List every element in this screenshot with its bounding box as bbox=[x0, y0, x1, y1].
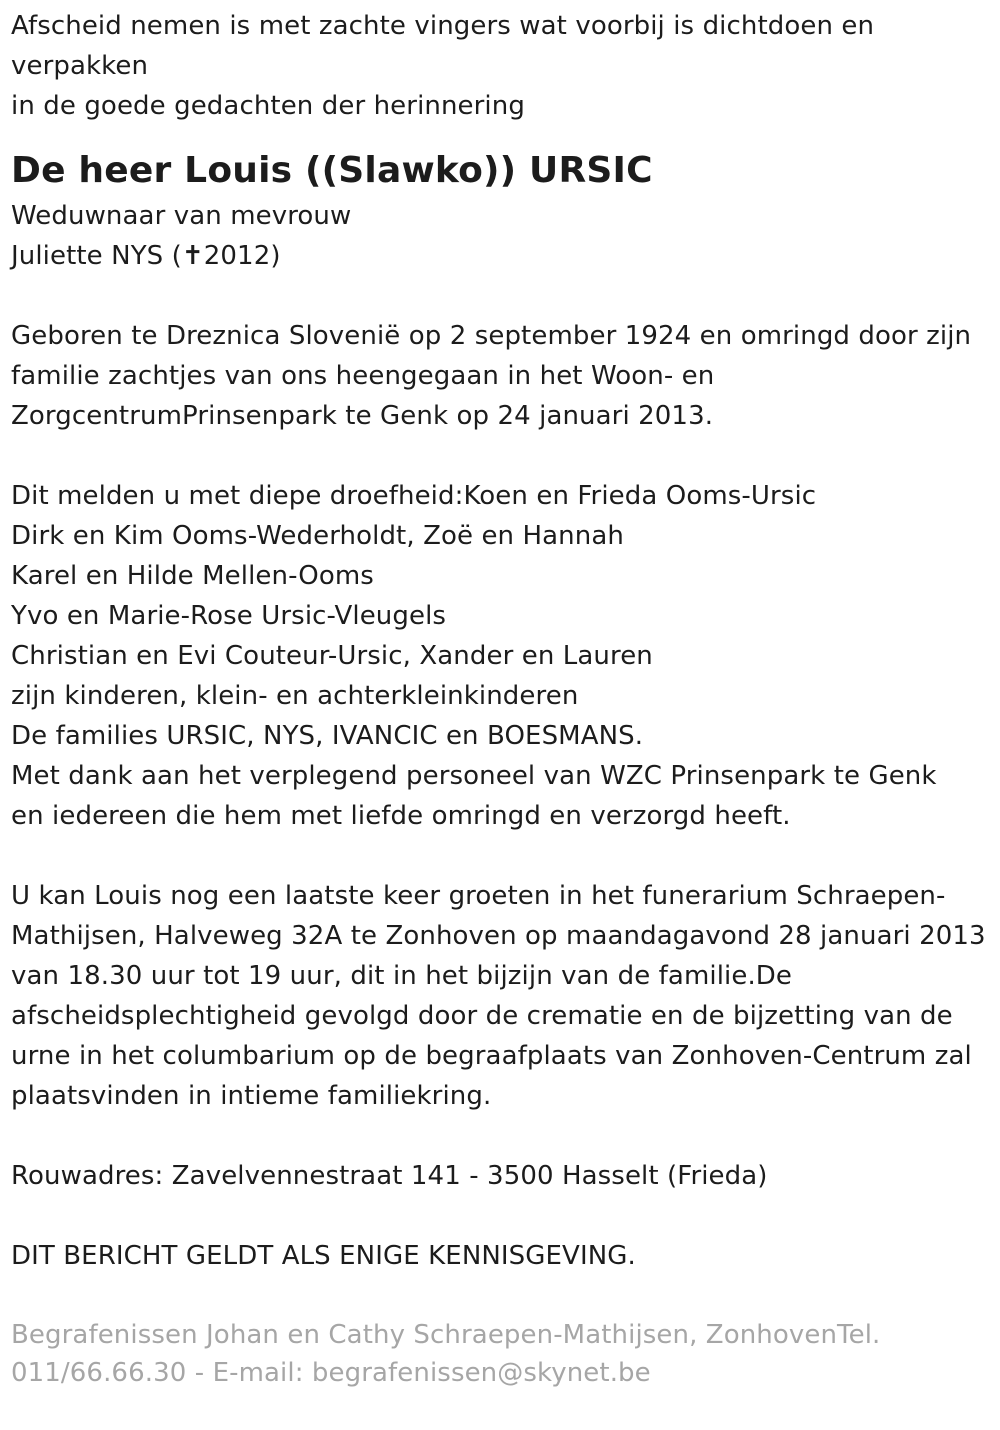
mourning-address: Rouwadres: Zavelvennestraat 141 - 3500 Hasselt (Frieda) bbox=[11, 1161, 768, 1191]
motto bbox=[11, 6, 996, 126]
spacer bbox=[11, 836, 996, 876]
family-line: Met dank aan het verplegend personeel van WZC Prinsenpark te Genk bbox=[11, 761, 937, 791]
visitation-paragraph bbox=[11, 876, 996, 1116]
spacer bbox=[11, 1116, 996, 1156]
family-line: De families URSIC, NYS, IVANCIC en BOESMANS. bbox=[11, 721, 644, 751]
footer-line: Begrafenissen Johan en Cathy Schraepen-Mathijsen, ZonhovenTel. bbox=[11, 1320, 881, 1350]
family-line: Karel en Hilde Mellen-Ooms bbox=[11, 561, 374, 591]
family-line: en iedereen die hem met liefde omringd en verzorgd heeft. bbox=[11, 801, 791, 831]
family-line: Yvo en Marie-Rose Ursic-Vleugels bbox=[11, 601, 447, 631]
family-line: zijn kinderen, klein- en achterkleinkinderen bbox=[11, 681, 579, 711]
footer-line: 011/66.66.30 - E-mail: begrafenissen@skynet.be bbox=[11, 1358, 651, 1388]
family-line: Christian en Evi Couteur-Ursic, Xander en Lauren bbox=[11, 641, 653, 671]
motto-line: verpakken bbox=[11, 51, 149, 81]
visitation-line: afscheidsplechtigheid gevolgd door de crematie en de bijzetting van de bbox=[11, 1001, 953, 1031]
paragraph-line: ZorgcentrumPrinsenpark te Genk op 24 januari 2013. bbox=[11, 401, 714, 431]
spacer bbox=[11, 436, 996, 476]
motto-line: Afscheid nemen is met zachte vingers wat voorbij is dichtdoen en bbox=[11, 11, 875, 41]
spouse-line: Juliette NYS (✝2012) bbox=[11, 241, 281, 271]
family-line: Dit melden u met diepe droefheid:Koen en Frieda Ooms-Ursic bbox=[11, 481, 817, 511]
family-paragraph bbox=[11, 476, 996, 836]
funeral-home-footer bbox=[11, 1316, 996, 1392]
deceased-block bbox=[11, 146, 996, 276]
relation-line: Weduwnaar van mevrouw bbox=[11, 201, 352, 231]
motto-line: in de goede gedachten der herinnering bbox=[11, 91, 525, 121]
visitation-line: Mathijsen, Halveweg 32A te Zonhoven op maandagavond 28 januari 2013 bbox=[11, 921, 986, 951]
spacer bbox=[11, 1276, 996, 1316]
visitation-line: van 18.30 uur tot 19 uur, dit in het bijzijn van de familie.De bbox=[11, 961, 793, 991]
family-line: Dirk en Kim Ooms-Wederholdt, Zoë en Hannah bbox=[11, 521, 624, 551]
spacer bbox=[11, 276, 996, 316]
birth-death-paragraph bbox=[11, 316, 996, 436]
visitation-line: U kan Louis nog een laatste keer groeten in het funerarium Schraepen- bbox=[11, 881, 946, 911]
notice-statement: DIT BERICHT GELDT ALS ENIGE KENNISGEVING. bbox=[11, 1241, 636, 1271]
spacer bbox=[11, 1196, 996, 1236]
visitation-line: urne in het columbarium op de begraafplaats van Zonhoven-Centrum zal bbox=[11, 1041, 972, 1071]
visitation-line: plaatsvinden in intieme familiekring. bbox=[11, 1081, 492, 1111]
death-notice bbox=[11, 6, 996, 1392]
deceased-name: De heer Louis ((Slawko)) URSIC bbox=[11, 150, 653, 191]
paragraph-line: familie zachtjes van ons heengegaan in het Woon- en bbox=[11, 361, 715, 391]
paragraph-line: Geboren te Dreznica Slovenië op 2 september 1924 en omringd door zijn bbox=[11, 321, 972, 351]
